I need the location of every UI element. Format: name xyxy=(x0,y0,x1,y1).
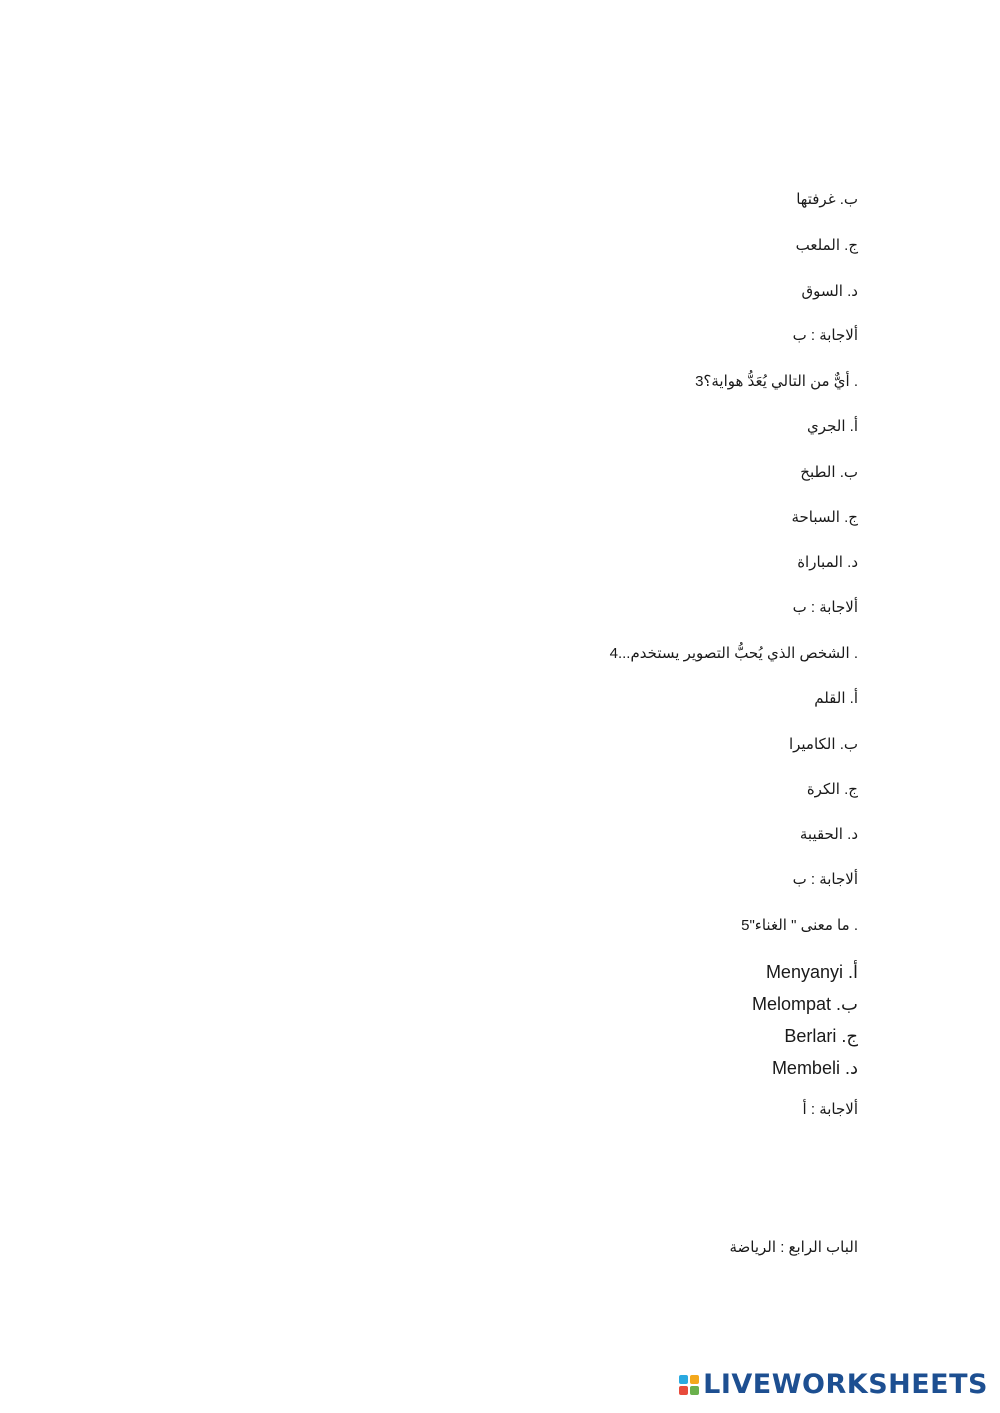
option-b: ب. الطبخ xyxy=(800,464,858,481)
option-c: ج. الكرة xyxy=(806,781,858,798)
option-a: أ. القلم xyxy=(814,690,858,707)
liveworksheets-logo xyxy=(679,1371,988,1399)
option-d: د. السوق xyxy=(801,283,858,300)
option-b: ب. Melompat xyxy=(752,994,858,1014)
chapter-heading: الباب الرابع : الرياضة xyxy=(729,1239,858,1256)
option-c: ج. السباحة xyxy=(791,509,858,526)
option-b: ب. غرفتها xyxy=(796,191,858,208)
live-mark-icon xyxy=(679,1375,700,1396)
question-5: . ما معنى " الغناء"5 xyxy=(741,917,858,934)
answer: ألاجابة : ب xyxy=(792,871,858,888)
answer: ألاجابة : ب xyxy=(792,327,858,344)
answer: ألاجابة : أ xyxy=(802,1101,858,1118)
option-c: ج. Berlari xyxy=(784,1026,858,1046)
question-4: . الشخص الذي يُحبُّ التصوير يستخدم...4 xyxy=(609,645,858,662)
option-d: د. المباراة xyxy=(797,554,858,571)
option-c: ج. الملعب xyxy=(795,237,858,254)
option-a: أ. الجري xyxy=(807,418,858,435)
option-b: ب. الكاميرا xyxy=(788,736,858,753)
answer: ألاجابة : ب xyxy=(792,599,858,616)
option-d: د. Membeli xyxy=(771,1058,858,1078)
question-3: . أيٌّ من التالي يُعَدُّ هواية؟3 xyxy=(695,373,858,390)
option-d: د. الحقيبة xyxy=(799,826,858,843)
option-a: أ. Menyanyi xyxy=(765,962,858,982)
brand-name: LIVEWORKSHEETS xyxy=(703,1369,988,1400)
